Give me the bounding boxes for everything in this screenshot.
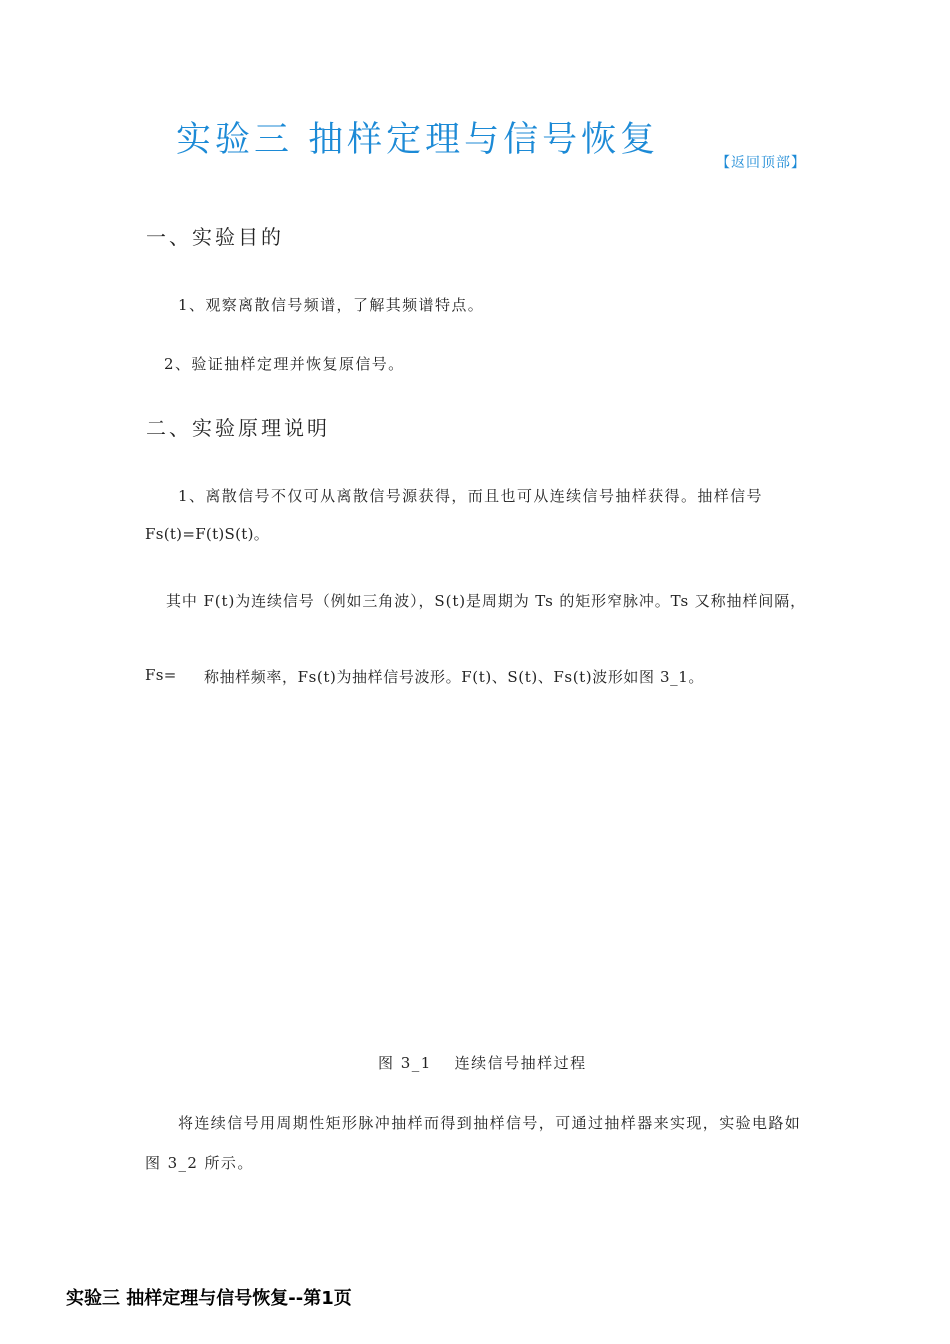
page-title: 实验三 抽样定理与信号恢复 bbox=[176, 120, 660, 160]
objective-item-1: 1、观察离散信号频谱，了解其频谱特点。 bbox=[178, 296, 485, 314]
principle-para1-line1: 1、离散信号不仅可从离散信号源获得，而且也可从连续信号抽样获得。抽样信号 bbox=[178, 487, 763, 505]
section2-heading: 二、实验原理说明 bbox=[146, 416, 330, 440]
principle-para1-line2: Fs(t)=F(t)S(t)。 bbox=[145, 525, 270, 543]
principle-para2: 其中 F(t)为连续信号（例如三角波），S(t)是周期为 Ts 的矩形窄脉冲。Ts 又称抽样间隔， bbox=[166, 592, 807, 610]
objective-item-2: 2、验证抽样定理并恢复原信号。 bbox=[164, 355, 405, 373]
back-to-top-link[interactable]: 【返回顶部】 bbox=[716, 155, 806, 171]
principle-para3-prefix: Fs= bbox=[145, 666, 177, 684]
figure-caption: 图 3_1 连续信号抽样过程 bbox=[378, 1054, 587, 1072]
principle-para3: 称抽样频率，Fs(t)为抽样信号波形。F(t)、S(t)、Fs(t)波形如图 3_1。 bbox=[204, 668, 704, 686]
section1-heading: 一、实验目的 bbox=[146, 225, 284, 249]
page-footer: 实验三 抽样定理与信号恢复--第1页 bbox=[66, 1288, 352, 1309]
principle-para4-line1: 将连续信号用周期性矩形脉冲抽样而得到抽样信号，可通过抽样器来实现，实验电路如 bbox=[178, 1114, 802, 1132]
principle-para4-line2: 图 3_2 所示。 bbox=[145, 1154, 254, 1172]
